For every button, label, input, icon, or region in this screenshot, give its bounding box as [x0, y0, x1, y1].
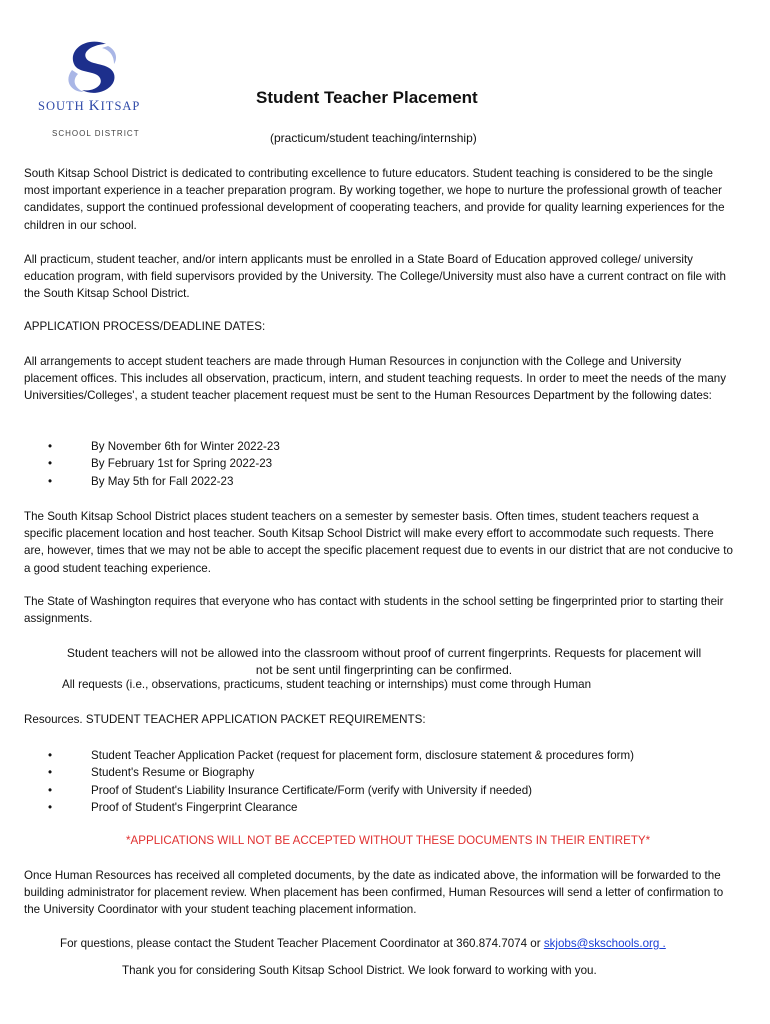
bullet-icon: •	[48, 457, 53, 471]
bullet-icon: •	[48, 783, 53, 797]
bullet-icon: •	[48, 800, 53, 814]
list-item: • Proof of Student's Fingerprint Clearance	[48, 799, 634, 816]
warning-notice: *APPLICATIONS WILL NOT BE ACCEPTED WITHOUT THESE DOCUMENTS IN THEIR ENTIRETY*	[126, 834, 651, 847]
fingerprint-notice: Student teachers will not be allowed into the classroom without proof of current fingerprints. Requests for placement will not be sent until fingerprinting can be confirmed.	[66, 646, 702, 677]
page-title: Student Teacher Placement	[256, 88, 478, 107]
list-item: • By May 5th for Fall 2022-23	[48, 473, 280, 490]
bullet-icon: •	[48, 749, 53, 762]
bullet-icon: •	[48, 474, 53, 488]
district-subtitle: SCHOOL DISTRICT	[52, 129, 140, 138]
bullet-icon: •	[48, 440, 53, 453]
page-subtitle: (practicum/student teaching/internship)	[270, 131, 477, 145]
packet-heading: Resources. STUDENT TEACHER APPLICATION PACKET REQUIREMENTS:	[24, 713, 426, 726]
district-name: SOUTH KITSAP	[38, 98, 141, 114]
list-item: • Student's Resume or Biography	[48, 764, 634, 781]
list-item: • Proof of Student's Liability Insurance Certificate/Form (verify with University if needed)	[48, 782, 634, 799]
contact-email-link[interactable]: skjobs@skschools.org	[543, 937, 660, 950]
arrangements-paragraph: All arrangements to accept student teachers are made through Human Resources in conjunction with the College and University placement offices. This includes all observation, practicum, intern, and student teaching requests. In order to meet the needs of the many Universities/Colleges', a student teacher placement request must be sent to the Human Resources Department by the following dates:	[24, 355, 727, 403]
completion-paragraph: Once Human Resources has received all completed documents, by the date as indicated above, the information will be forwarded to the building administrator for placement review. When placement has been confirmed, Human Resources will send a letter of confirmation to the University Coordinator with your student teaching placement information.	[24, 869, 724, 917]
bullet-icon: •	[48, 766, 53, 780]
fingerprint-paragraph: The State of Washington requires that everyone who has contact with students in the school setting be fingerprinted prior to starting their assignments.	[24, 595, 724, 626]
list-item: • By November 6th for Winter 2022-23	[48, 438, 280, 455]
district-logo	[36, 40, 166, 140]
deadlines-heading: APPLICATION PROCESS/DEADLINE DATES:	[24, 320, 266, 333]
semester-paragraph: The South Kitsap School District places student teachers on a semester by semester basis. Often times, student teachers request a specific placement location and host teacher. South Kitsap School District will make every effort to accommodate such requests. There are, however, times that we may not be able to accept the specific placement request due to events in our district that are not conducive to a good student teaching experience.	[24, 510, 733, 575]
deadline-list	[48, 438, 280, 490]
list-item: • Student Teacher Application Packet (request for placement form, disclosure statement & procedures form)	[48, 747, 634, 764]
enrollment-paragraph: All practicum, student teacher, and/or intern applicants must be enrolled in a State Board of Education approved college/ university education program, with field supervisors provided by the University. The College/University must also have a current contract on file with the South Kitsap School District.	[24, 253, 726, 301]
contact-line: For questions, please contact the Student Teacher Placement Coordinator at 360.874.7074 or skjobs@skschools.org .	[60, 937, 666, 950]
requirements-list	[48, 747, 634, 816]
thanks-line: Thank you for considering South Kitsap School District. We look forward to working with you.	[122, 964, 597, 977]
requests-line: All requests (i.e., observations, practicums, student teaching or internships) must come through Human	[62, 678, 592, 691]
list-item: • By February 1st for Spring 2022-23	[48, 455, 280, 472]
swoosh-logo-icon	[62, 40, 122, 96]
intro-paragraph: South Kitsap School District is dedicated to contributing excellence to future educators. Student teaching is considered to be the single most important experience in a teacher preparation program. By working together, we hope to nurture the professional growth of teacher candidates, support the continued professional development of cooperating teachers, and provide for quality learning experiences for the children in our school.	[24, 167, 725, 232]
